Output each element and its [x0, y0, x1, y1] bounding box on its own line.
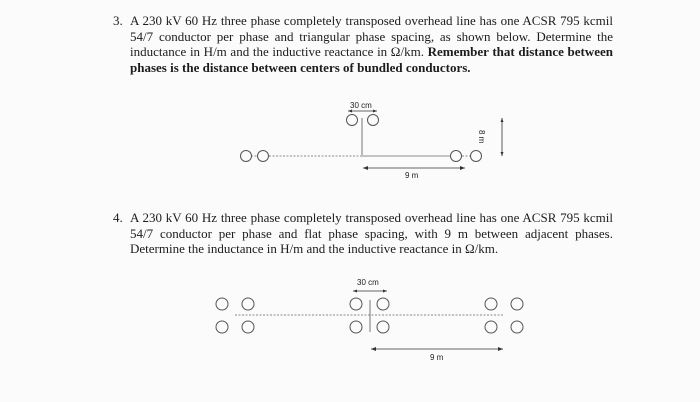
figure-3-vertical-label: 8 m [477, 130, 486, 144]
question-3-note: Remember that distance between phases is the distance between centers of bundled conductors. [130, 44, 613, 75]
left-bundle-conductor-1 [216, 298, 228, 310]
question-3-number: 3. [113, 13, 123, 28]
question-3-body: A 230 kV 60 Hz three phase completely transposed overhead line has one ACSR 795 kcmil 54/7 conductor per phase and triangular phase spacing, as shown below. Determine the inductance in H/m and the inductive reactance in Ω/km. [130, 13, 613, 59]
right-bundle-conductor-2 [511, 298, 523, 310]
figure-3-horizontal-label: 9 m [405, 171, 419, 180]
right-bundle-conductor-1 [485, 298, 497, 310]
left-bundle-conductor-2 [242, 298, 254, 310]
middle-bundle-conductor-3 [350, 321, 362, 333]
question-4-text: A 230 kV 60 Hz three phase completely transposed overhead line has one ACSR 795 kcmil 54/7 conductor per phase and flat phase spacing, with 9 m between adjacent phases. Determine the inductance in H/m and the inductive reactance in Ω/km. [130, 210, 613, 256]
left-bundle-conductor-3 [216, 321, 228, 333]
middle-bundle-conductor-4 [377, 321, 389, 333]
right-bundle-conductor-4 [511, 321, 523, 333]
right-bundle-conductor-3 [485, 321, 497, 333]
figure-4-spacing-label: 9 m [430, 353, 444, 362]
middle-bundle-conductor-2 [377, 298, 389, 310]
middle-bundle-conductor-1 [350, 298, 362, 310]
left-bundle-conductor-4 [242, 321, 254, 333]
question-4-number: 4. [113, 210, 123, 225]
figure-4-bundle-label: 30 cm [357, 278, 379, 287]
figure-3-bundle-label: 30 cm [350, 101, 372, 110]
